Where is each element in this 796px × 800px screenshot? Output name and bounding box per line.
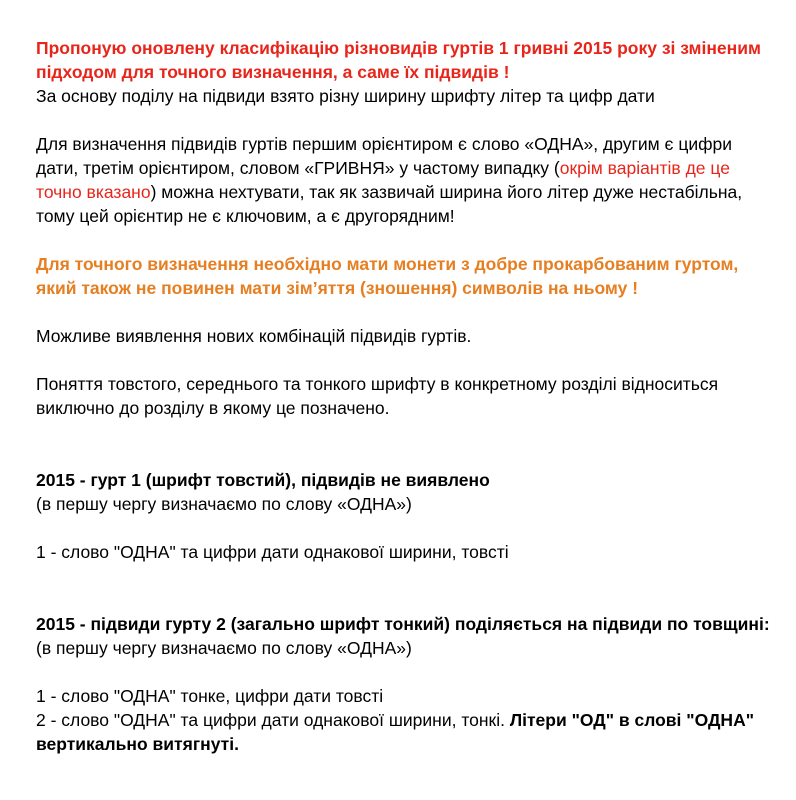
spacer <box>36 348 776 372</box>
spacer <box>36 660 776 684</box>
spacer <box>36 516 776 540</box>
warning-text: Для точного визначення необхідно мати монети з добре прокарбованим гуртом, який також не повинен мати зім’яття (зношення) символів на ньому ! <box>36 254 739 298</box>
orientation-text-start: Для визначення підвидів гуртів першим орієнтиром є слово «ОДНА», другим є цифри дати, третім орієнтиром, словом «ГРИВНЯ» у частому випадку ( <box>36 134 733 178</box>
section2-item-2 <box>36 708 776 756</box>
section2-item-1: 1 - слово "ОДНА" тонке, цифри дати товсті <box>36 686 384 706</box>
spacer <box>36 108 776 132</box>
note-font-definition: Поняття товстого, середнього та тонкого шрифту в конкретному розділі відноситься виключно до розділу в якому це позначено. <box>36 374 719 418</box>
orientation-highlight: окрім варіантів де це точно вказано <box>36 158 730 202</box>
section1-item: 1 - слово "ОДНА" та цифри дати однакової ширини, товсті <box>36 542 509 562</box>
spacer <box>36 420 776 468</box>
section2-item-2-bold: Літери "ОД" в слові "ОДНА" вертикально витягнуті. <box>36 710 755 754</box>
section2-item-2-text: 2 - слово "ОДНА" та цифри дати однакової ширини, тонкі. <box>36 710 510 730</box>
spacer <box>36 228 776 252</box>
section1-hint: (в першу чергу визначаємо по слову «ОДНА») <box>36 494 412 514</box>
note-new-combinations: Можливе виявлення нових комбінацій підвидів гуртів. <box>36 326 472 346</box>
section1-title: 2015 - гурт 1 (шрифт товстий), підвидів не виявлено <box>36 470 490 490</box>
spacer <box>36 300 776 324</box>
document-page <box>36 36 776 756</box>
spacer <box>36 564 776 612</box>
intro-basis: За основу поділу на підвиди взято різну ширину шрифту літер та цифр дати <box>36 86 655 106</box>
intro-headline: Пропоную оновлену класифікацію різновидів гуртів 1 гривні 2015 року зі зміненим підходом для точного визначення, а саме їх підвидів ! <box>36 38 761 82</box>
section2-title: 2015 - підвиди гурту 2 (загально шрифт тонкий) поділяється на підвиди по товщині: <box>36 614 770 634</box>
orientation-paragraph <box>36 132 776 228</box>
orientation-text-end: ) можна нехтувати, так як зазвичай ширина його літер дуже нестабільна, тому цей орієнтир не є ключовим, а є другорядним! <box>36 182 743 226</box>
section2-hint: (в першу чергу визначаємо по слову «ОДНА») <box>36 638 412 658</box>
